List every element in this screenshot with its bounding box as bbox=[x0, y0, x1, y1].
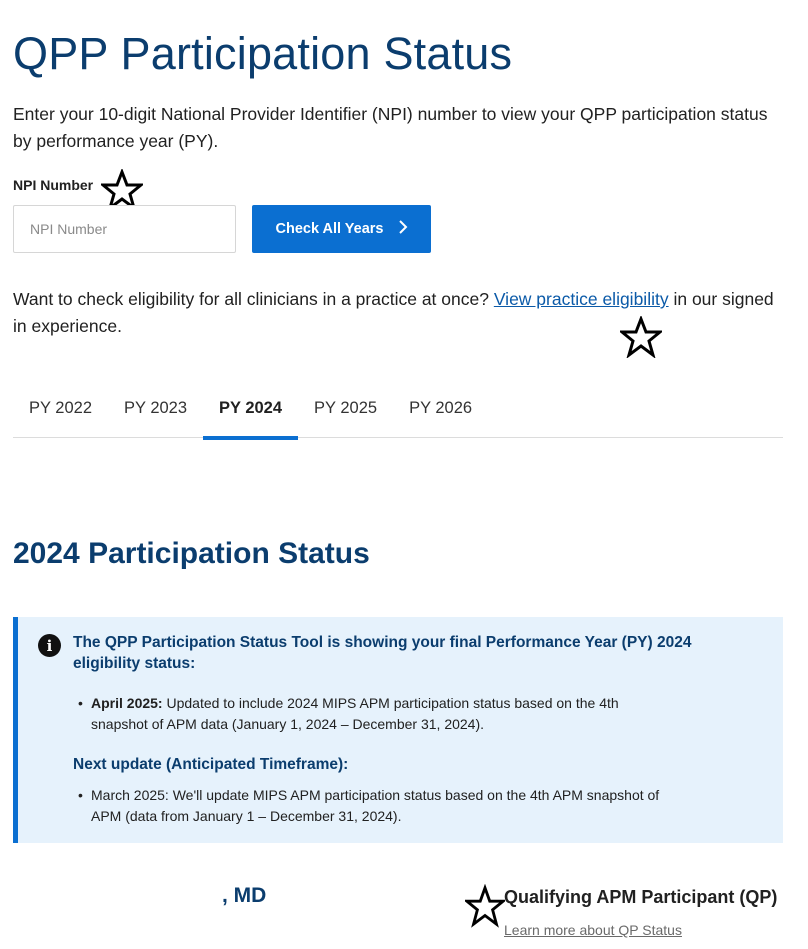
info-icon: i bbox=[38, 634, 61, 657]
practice-text-after: in our signed in experience. bbox=[13, 289, 774, 336]
star-icon bbox=[620, 316, 662, 358]
next-update-heading: Next update (Anticipated Timeframe): bbox=[73, 756, 349, 773]
learn-more-qp-link[interactable]: Learn more about QP Status bbox=[504, 922, 682, 938]
clinician-name: , MD bbox=[222, 884, 267, 907]
alert-bullet bbox=[78, 693, 678, 735]
practice-text-before: Want to check eligibility for all clinicians in a practice at once? bbox=[13, 289, 494, 309]
info-alert bbox=[13, 617, 783, 843]
check-all-years-button[interactable] bbox=[252, 205, 431, 253]
page-title: QPP Participation Status bbox=[13, 28, 513, 79]
next-update-bullet: • March 2025: We'll update MIPS APM participation status based on the 4th APM snapshot of APM (data from January 1 – December 31, 2024). bbox=[78, 785, 678, 827]
star-icon bbox=[465, 884, 505, 928]
tab-py-2026[interactable]: PY 2026 bbox=[409, 398, 473, 417]
alert-bullet-date: April 2025: bbox=[91, 695, 163, 711]
tab-py-2024[interactable]: PY 2024 bbox=[203, 378, 298, 438]
tab-py-2023[interactable]: PY 2023 bbox=[124, 398, 188, 417]
npi-input[interactable] bbox=[13, 205, 236, 253]
view-practice-eligibility-link[interactable]: View practice eligibility bbox=[493, 289, 669, 309]
practice-eligibility-text bbox=[13, 286, 788, 340]
intro-text: Enter your 10-digit National Provider Identifier (NPI) number to view your QPP participation status by performance year (PY). bbox=[13, 104, 768, 151]
qp-status-label: Qualifying APM Participant (QP) bbox=[504, 887, 778, 907]
chevron-right-icon bbox=[398, 219, 408, 239]
tab-py-2022[interactable]: PY 2022 bbox=[29, 398, 93, 417]
alert-bullet-text: Updated to include 2024 MIPS APM participation status based on the 4th snapshot of APM data (January 1, 2024 – December 31, 2024). bbox=[91, 695, 619, 732]
check-all-years-label: Check All Years bbox=[275, 221, 384, 237]
npi-label: NPI Number bbox=[13, 177, 94, 193]
tab-py-2025[interactable]: PY 2025 bbox=[314, 398, 378, 417]
alert-heading: The QPP Participation Status Tool is showing your final Performance Year (PY) 2024 eligibility status: bbox=[73, 634, 692, 672]
section-title: 2024 Participation Status bbox=[13, 537, 370, 570]
year-tabs bbox=[13, 378, 783, 438]
